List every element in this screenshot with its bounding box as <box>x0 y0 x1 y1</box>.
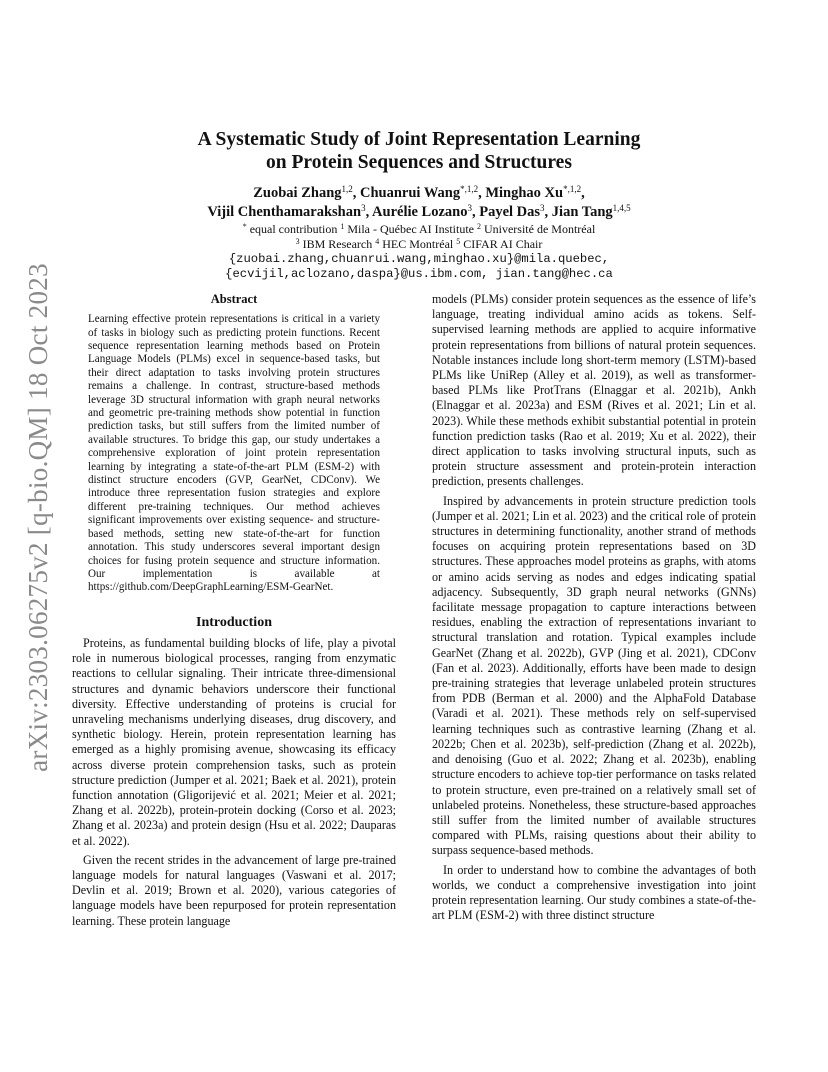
affiliation-mark: 4 <box>375 237 380 246</box>
author-separator: , <box>471 204 480 220</box>
email-line: {zuobai.zhang,chuanrui.wang,minghao.xu}@mila.quebec, <box>228 252 610 266</box>
author-name: Aurélie Lozano <box>372 204 468 220</box>
author-separator: , <box>478 185 486 201</box>
author-name: Vijil Chenthamarakshan <box>207 204 362 220</box>
affiliation-mark: * <box>242 222 247 231</box>
author-affiliation-mark: 3 <box>540 203 545 213</box>
paper-header <box>150 128 688 282</box>
affiliation-text: CIFAR AI Chair <box>460 237 543 251</box>
title-line-2: on Protein Sequences and Structures <box>266 152 572 173</box>
author-affiliation-mark: 3 <box>361 203 366 213</box>
email-line: {ecvijil,aclozano,daspa}@us.ibm.com, jian.tang@hec.ca <box>225 267 613 281</box>
left-column <box>72 292 396 929</box>
body-paragraph: In order to understand how to combine the advantages of both worlds, we conduct a comprehensive investigation into joint protein representation learning. Our study combines a state-of-the-art PLM (ESM-2) with three distinct structure <box>432 862 756 923</box>
author-separator: , <box>352 185 361 201</box>
author-affiliation-mark: 3 <box>467 203 472 213</box>
abstract-heading: Abstract <box>210 292 258 306</box>
author-separator: , <box>581 185 585 201</box>
author-name: Payel Das <box>479 204 541 220</box>
author-list <box>150 184 688 222</box>
body-paragraph: models (PLMs) consider protein sequences as the essence of life’s language, treating individual amino acids as tokens. Self-supervised learning methods are applied to acquire informative protein representations from billions of natural protein sequences. Notable instances include long short-term memory (LSTM)-based PLMs like UniRep (Alley et al. 2019), as well as transformer-based PLMs like ProtTrans (Elnaggar et al. 2021b), Ankh (Elnaggar et al. 2023a) and ESM (Rives et al. 2021; Lin et al. 2023). While these methods exhibit substantial potential in protein function prediction tasks (Rao et al. 2019; Xu et al. 2022), their direct application to tasks involving structural inputs, such as protein structure assessment and protein-protein interaction prediction, presents challenges. <box>432 292 756 489</box>
introduction-paragraph: Proteins, as fundamental building blocks of life, play a pivotal role in numerous biological processes, ranging from enzymatic reactions to cellular signaling. Their intricate three-dimensional structures and dynamic behaviors underscore their functional diversity. Effective understanding of proteins is crucial for unraveling mechanisms underlying diseases, drug discovery, and synthetic biology. Herein, protein representation learning has emerged as a highly promising avenue, showcasing its efficacy across diverse protein comprehension tasks, such as protein structure prediction (Jumper et al. 2021; Baek et al. 2021), protein function annotation (Gligorijević et al. 2021; Meier et al. 2021; Zhang et al. 2022b), protein-protein docking (Corso et al. 2023; Zhang et al. 2023a) and protein design (Hsu et al. 2022; Dauparas et al. 2022). <box>72 635 396 848</box>
author-affiliation-mark: *,1,2 <box>563 184 582 194</box>
body-paragraph: Inspired by advancements in protein structure prediction tools (Jumper et al. 2021; Lin et al. 2023) and the critical role of protein structures in determining functionality, another strand of methods focuses on acquiring protein representations based on 3D structures. These approaches model proteins as graphs, with atoms or amino acids serving as nodes and edges indicating spatial adjacency. Subsequently, 3D graph neural networks (GNNs) facilitate message propagation to capture interactions between residues, enabling the extraction of representations invariant to structural translation and rotation. Typical examples include GearNet (Zhang et al. 2022b), GVP (Jing et al. 2021), CDConv (Fan et al. 2023). Additionally, efforts have been made to design pre-training strategies that leverage unlabeled protein structures from PDB (Berman et al. 2000) and the AlphaFold Database (Varadi et al. 2021). These methods rely on self-supervised learning techniques such as contrastive learning (Zhang et al. 2022b; Chen et al. 2023b), self-prediction (Zhang et al. 2022b), and denoising (Guo et al. 2022; Zhang et al. 2023b), enabling structure encoders to achieve top-tier performance on tasks related to protein structure, even pre-trained on a relatively small set of unlabeled proteins. Nonetheless, these structure-based approaches still suffer from the limited number of available structures compared with PLMs, raising questions about their ability to surpass sequence-based methods. <box>432 493 756 858</box>
right-column <box>432 292 756 923</box>
affiliation-mark: 3 <box>295 237 300 246</box>
author-name: Jian Tang <box>551 204 613 220</box>
author-emails <box>150 252 688 282</box>
arxiv-identifier-text: arXiv:2303.06275v2 [q-bio.QM] 18 Oct 2023 <box>22 262 53 772</box>
title-line-1: A Systematic Study of Joint Representation Learning <box>197 129 641 150</box>
affiliation-text: HEC Montréal <box>379 237 457 251</box>
introduction-paragraph: Given the recent strides in the advancement of large pre-trained language models for natural languages (Vaswani et al. 2017; Devlin et al. 2019; Brown et al. 2020), various categories of language models have been repurposed for protein representation learning. These protein language <box>72 852 396 928</box>
affiliations <box>150 222 688 252</box>
author-affiliation-mark: *,1,2 <box>460 184 479 194</box>
affiliation-text: Université de Montréal <box>480 222 596 236</box>
affiliation-text: equal contribution <box>246 222 341 236</box>
author-name: Chuanrui Wang <box>360 185 461 201</box>
arxiv-side-identifier <box>14 262 62 772</box>
paper-title <box>150 128 688 174</box>
author-name: Minghao Xu <box>485 185 564 201</box>
affiliation-mark: 1 <box>340 222 345 231</box>
affiliation-mark: 5 <box>456 237 461 246</box>
author-separator: , <box>365 204 373 220</box>
introduction-heading: Introduction <box>196 614 272 630</box>
affiliation-mark: 2 <box>476 222 481 231</box>
affiliation-text: Mila - Québec AI Institute <box>344 222 477 236</box>
author-affiliation-mark: 1,4,5 <box>612 203 631 213</box>
author-affiliation-mark: 1,2 <box>341 184 353 194</box>
affiliation-text: IBM Research <box>299 237 376 251</box>
author-name: Zuobai Zhang <box>253 185 342 201</box>
abstract-text: Learning effective protein representations is critical in a variety of tasks in biology such as predicting protein functions. Recent sequence representation learning methods based on Protein Language Models (PLMs) excel in sequence-based tasks, but their direct adaptation to tasks involving protein structures remains a challenge. In contrast, structure-based methods leverage 3D structural information with graph neural networks and geometric pre-training methods show potential in function prediction tasks, but still suffers from the limited number of available structures. To bridge this gap, our study undertakes a comprehensive exploration of joint protein representation learning by integrating a state-of-the-art PLM (ESM-2) with distinct structure encoders (GVP, GearNet, CDConv). We introduce three representation fusion strategies and explore different pre-training techniques. Our method achieves significant improvements over existing sequence- and structure-based methods, setting new state-of-the-art for function annotation. This study underscores several important design choices for fusing protein sequence and structure information. Our implementation is available at https://github.com/DeepGraphLearning/ESM-GearNet. <box>88 313 380 594</box>
author-separator: , <box>544 204 552 220</box>
